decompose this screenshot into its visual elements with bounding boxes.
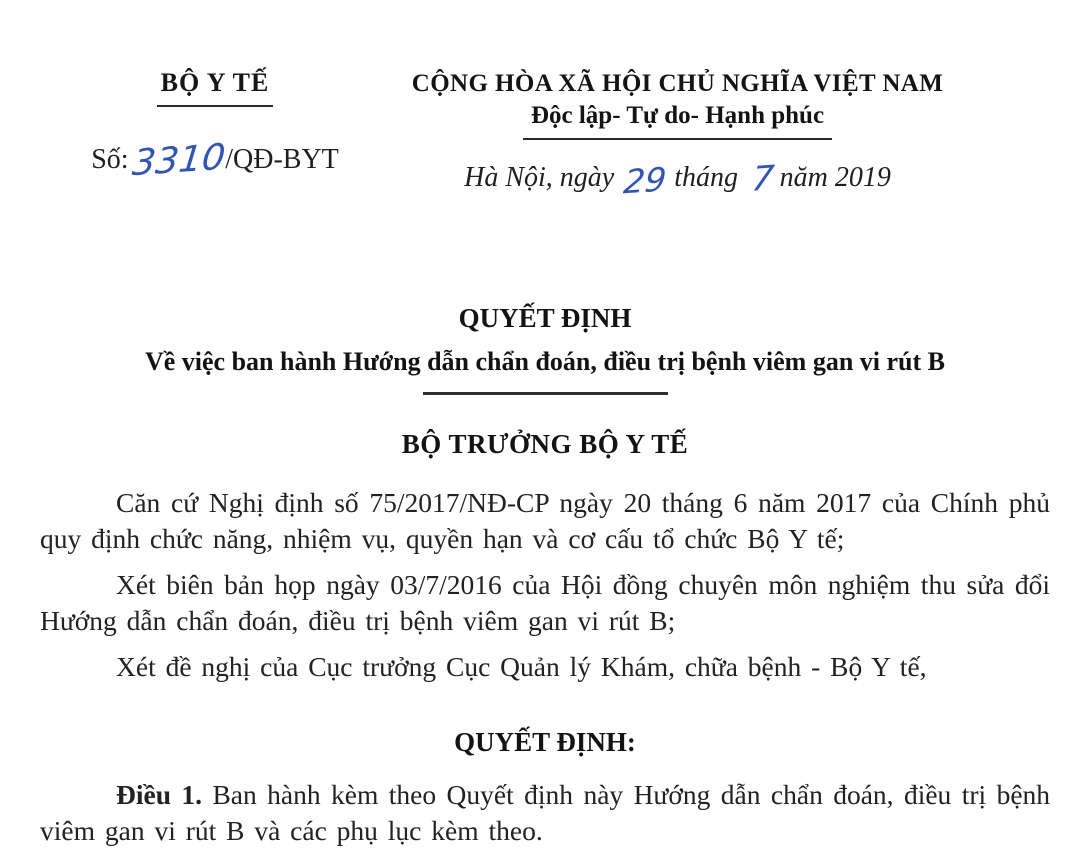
date-prefix: Hà Nội, ngày bbox=[464, 162, 615, 193]
subject-divider bbox=[423, 392, 668, 395]
date-line bbox=[365, 158, 990, 202]
preamble-paragraph: Xét đề nghị của Cục trưởng Cục Quản lý Khám, chữa bệnh - Bộ Y tế, bbox=[116, 651, 927, 682]
article-paragraph bbox=[40, 777, 1050, 849]
subject-line: Về việc ban hành Hướng dẫn chẩn đoán, điều trị bệnh viêm gan vi rút B bbox=[144, 347, 946, 376]
article-label: Điều 1. bbox=[116, 779, 203, 810]
handwritten-month: 7 bbox=[749, 158, 776, 200]
date-suffix: năm 2019 bbox=[779, 162, 891, 193]
decision-title: QUYẾT ĐỊNH bbox=[458, 303, 632, 333]
decision-heading: QUYẾT ĐỊNH: bbox=[454, 727, 636, 757]
article-text: Ban hành kèm theo Quyết định này Hướng dẫn chẩn đoán, điều trị bệnh viêm gan vi rút B và các phụ lục kèm theo. bbox=[40, 779, 1051, 846]
handwritten-day: 29 bbox=[621, 159, 669, 202]
number-suffix: /QĐ-BYT bbox=[225, 144, 339, 175]
preamble-paragraph: Xét biên bản họp ngày 03/7/2016 của Hội đồng chuyên môn nghiệm thu sửa đổi Hướng dẫn chẩn đoán, điều trị bệnh viêm gan vi rút B; bbox=[40, 569, 1050, 636]
date-thang: tháng bbox=[674, 162, 738, 193]
national-header-block bbox=[365, 70, 990, 202]
org-name-text: BỘ Y TẾ bbox=[157, 68, 274, 107]
motto-text: Độc lập- Tự do- Hạnh phúc bbox=[523, 102, 832, 140]
number-label: Số: bbox=[91, 144, 129, 175]
national-title: CỘNG HÒA XÃ HỘI CHỦ NGHĨA VIỆT NAM bbox=[411, 70, 944, 97]
issuer-title: BỘ TRƯỞNG BỘ Y TẾ bbox=[401, 429, 689, 459]
handwritten-number: 3310 bbox=[130, 136, 227, 185]
motto bbox=[365, 102, 990, 140]
preamble-paragraph: Căn cứ Nghị định số 75/2017/NĐ-CP ngày 20 tháng 6 năm 2017 của Chính phủ quy định chức năng, nhiệm vụ, quyền hạn và cơ cấu tổ chức Bộ Y tế; bbox=[40, 487, 1050, 554]
